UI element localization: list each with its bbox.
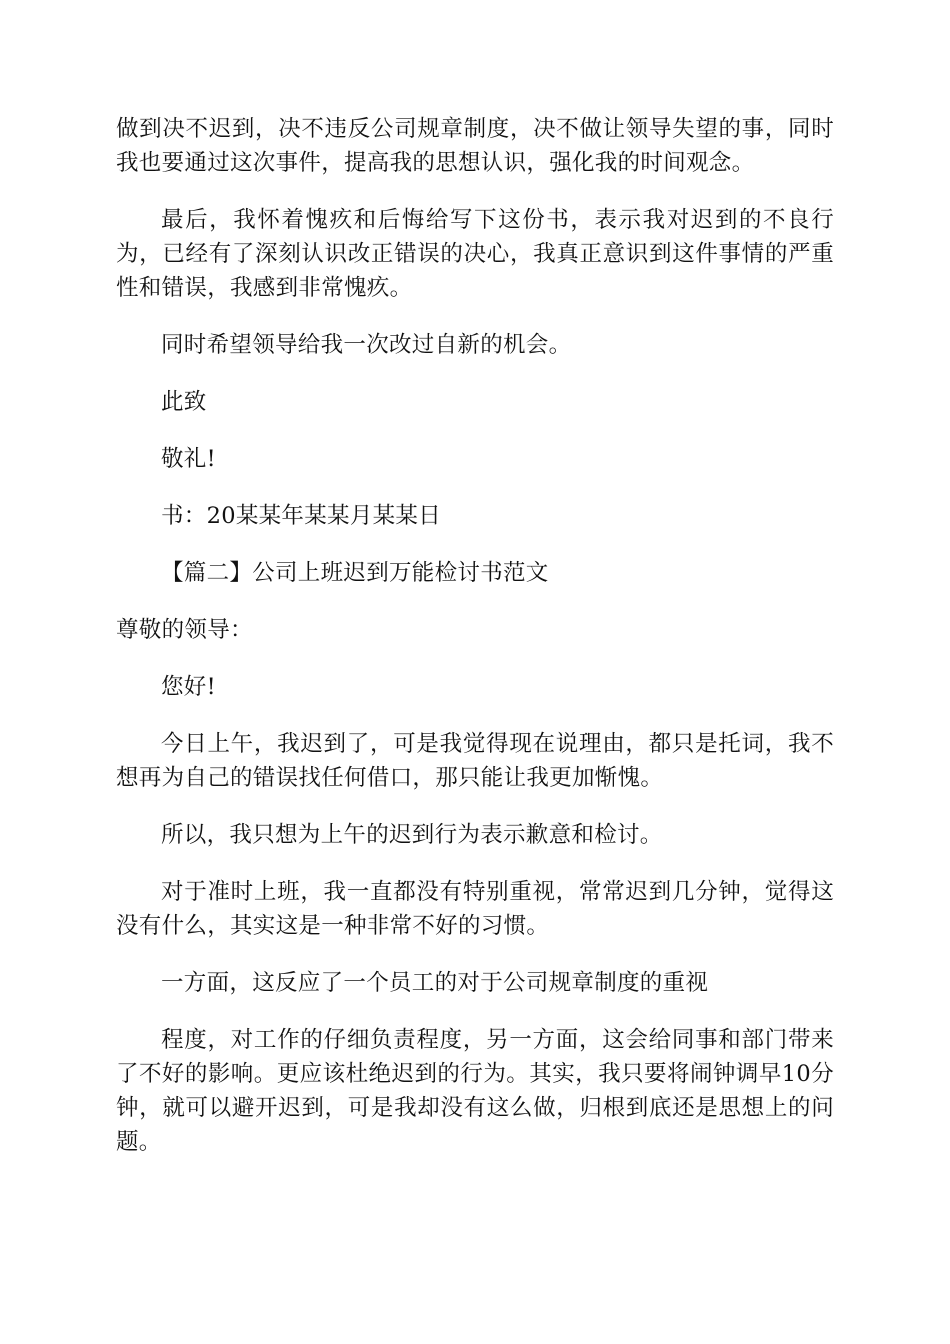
signature-date: 书：20某某年某某月某某日 (161, 503, 442, 529)
section-heading: 【篇二】公司上班迟到万能检讨书范文 (161, 560, 549, 586)
paragraph-late-this-morning: 今日上午，我迟到了，可是我觉得现在说理由，都只是托词，我不想再为自己的错误找任何借口，那只能让我更加惭愧。 (116, 731, 834, 791)
paragraph-continuation: 做到决不迟到，决不违反公司规章制度，决不做让领导失望的事，同时我也要通过这次事件，提高我的思想认识，强化我的时间观念。 (116, 116, 834, 176)
paragraph-apology: 所以，我只想为上午的迟到行为表示歉意和检讨。 (161, 822, 663, 848)
paragraph-degree: 程度，对工作的仔细负责程度，另一方面，这会给同事和部门带来了不好的影响。更应该杜绝迟到的行为。其实，我只要将闹钟调早10分钟，就可以避开迟到，可是我却没有这么做，归根到底还是思想上的问题。 (116, 1027, 834, 1155)
letter-hello: 您好! (161, 674, 216, 700)
closing-regards: 敬礼! (161, 446, 216, 472)
paragraph-apology-conclusion: 最后，我怀着愧疚和后悔给写下这份书，表示我对迟到的不良行为，已经有了深刻认识改正错误的决心，我真正意识到这件事情的严重性和错误，我感到非常愧疚。 (116, 207, 834, 301)
paragraph-request-chance: 同时希望领导给我一次改过自新的机会。 (161, 332, 572, 358)
letter-greeting: 尊敬的领导： (116, 617, 253, 643)
paragraph-punctuality: 对于准时上班，我一直都没有特别重视，常常迟到几分钟，觉得这没有什么，其实这是一种非常不好的习惯。 (116, 879, 834, 939)
closing-salutation: 此致 (161, 389, 207, 415)
document-body (116, 112, 834, 1159)
paragraph-on-one-hand: 一方面，这反应了一个员工的对于公司规章制度的重视 (161, 970, 709, 996)
